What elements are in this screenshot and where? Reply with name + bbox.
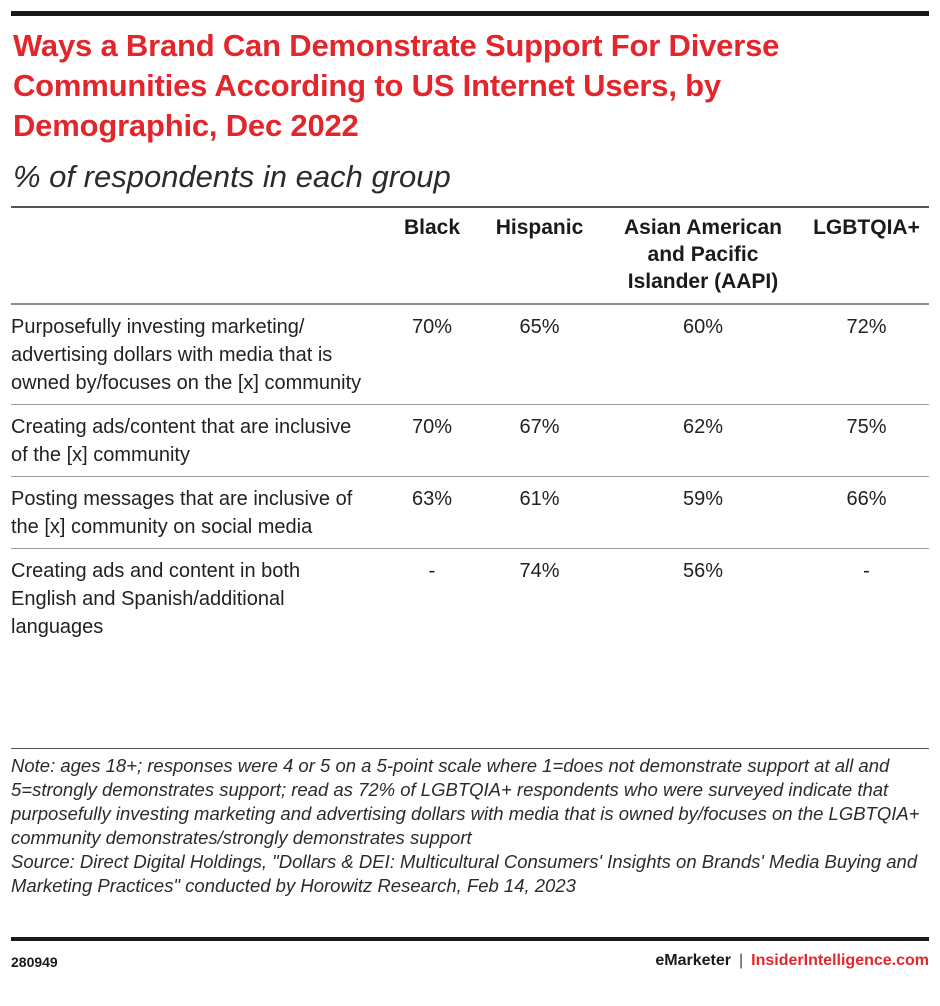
- brand-separator: |: [739, 952, 744, 969]
- emarketer-logo-text: eMarketer: [655, 952, 732, 969]
- brand-footer: [655, 952, 929, 970]
- data-cell: -: [863, 560, 870, 582]
- column-header: Hispanic: [477, 210, 602, 304]
- bottom-rule: [11, 937, 929, 941]
- data-cell: 61%: [477, 477, 602, 549]
- table-row: [11, 477, 929, 549]
- chart-frame: [11, 0, 929, 1006]
- chart-id: 280949: [11, 954, 58, 970]
- footnote-block: [11, 754, 929, 898]
- table-header-row: [11, 210, 929, 304]
- column-header: LGBTQIA+: [804, 210, 929, 304]
- row-label: Purposefully investing marketing/ advertising dollars with media that is owned by/focuses on the [x] community: [11, 304, 387, 405]
- top-rule: [11, 11, 929, 16]
- row-label: Creating ads/content that are inclusive of the [x] community: [11, 405, 387, 477]
- row-label: Posting messages that are inclusive of the [x] community on social media: [11, 477, 387, 549]
- data-cell: 66%: [804, 477, 929, 549]
- table-row: [11, 549, 929, 649]
- data-cell: 70%: [387, 405, 477, 477]
- column-header: Black: [387, 210, 477, 304]
- note-divider: [11, 748, 929, 749]
- data-cell: 67%: [477, 405, 602, 477]
- data-cell: 62%: [602, 405, 804, 477]
- note-text: Note: ages 18+; responses were 4 or 5 on a 5-point scale where 1=does not demonstrate support at all and 5=strongly demonstrates support; read as 72% of LGBTQIA+ respondents who were surveyed indicate that purposefully investing marketing and advertising dollars with media that is owned by/focuses on the LGBTQIA+ community demonstrates/strongly demonstrates support: [11, 755, 920, 848]
- data-cell: 72%: [804, 304, 929, 405]
- data-cell: 59%: [602, 477, 804, 549]
- data-cell: 63%: [387, 477, 477, 549]
- column-header-row-label: [11, 210, 387, 304]
- data-cell: 70%: [387, 304, 477, 405]
- data-table: [11, 210, 929, 648]
- header-divider: [11, 206, 929, 208]
- data-cell: 56%: [682, 560, 724, 582]
- row-label: Creating ads and content in both English and Spanish/additional languages: [11, 560, 301, 638]
- table-row: [11, 304, 929, 405]
- data-cell: 75%: [804, 405, 929, 477]
- data-cell: -: [428, 560, 436, 582]
- data-cell: 60%: [602, 304, 804, 405]
- column-header: Asian American and Pacific Islander (AAPI): [602, 210, 804, 304]
- table-row: [11, 405, 929, 477]
- data-cell: 65%: [477, 304, 602, 405]
- insider-intelligence-link[interactable]: InsiderIntelligence.com: [751, 952, 929, 969]
- source-text: Source: Direct Digital Holdings, "Dollars & DEI: Multicultural Consumers' Insights on Brands' Media Buying and Marketing Practices" conducted by Horowitz Research, Feb 14, 2023: [11, 851, 918, 896]
- chart-subtitle: % of respondents in each group: [13, 159, 451, 194]
- chart-title: Ways a Brand Can Demonstrate Support For Diverse Communities According to US Internet Users, by Demographic, Dec 2022: [13, 28, 780, 143]
- data-cell: 74%: [519, 560, 560, 582]
